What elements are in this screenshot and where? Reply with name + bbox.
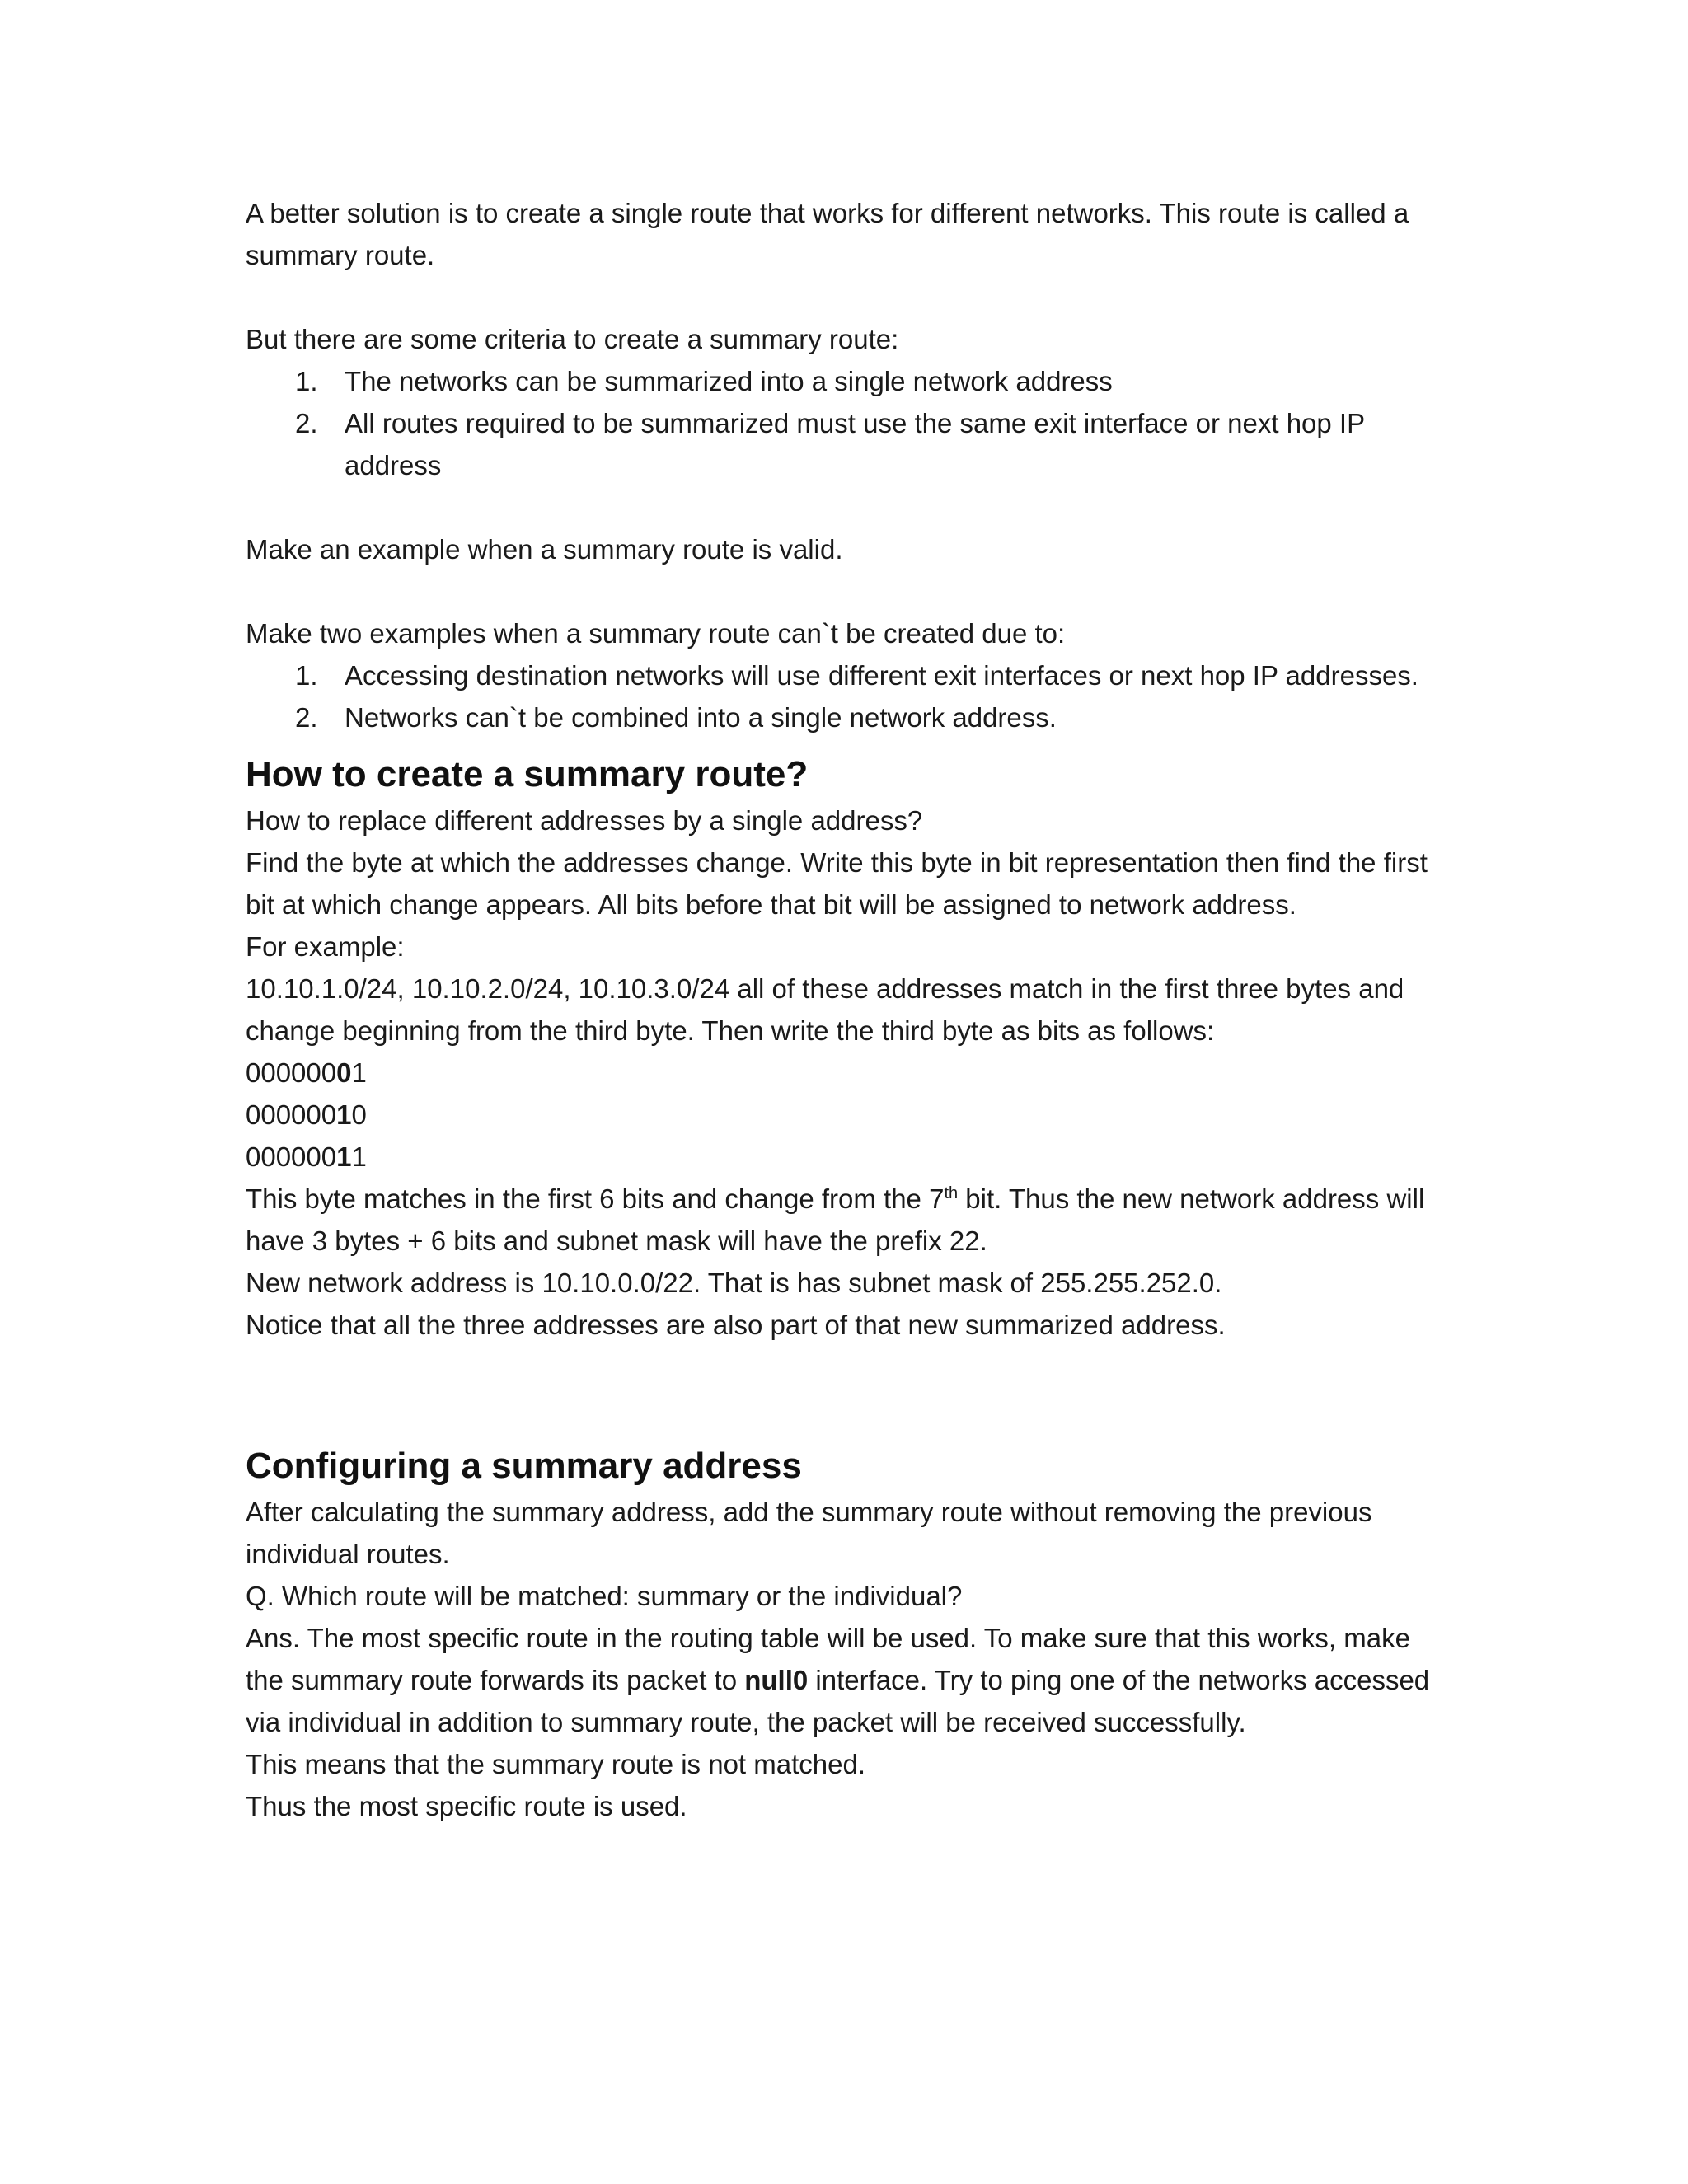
spacer [246, 486, 1449, 528]
superscript: th [944, 1184, 959, 1202]
bit-prefix: 000000 [246, 1057, 337, 1088]
list-number: 2. [295, 702, 318, 733]
bit-suffix: 1 [351, 1057, 367, 1088]
text-run: interface. Try to ping one of the networks accessed via individual in addition to summary route, the packet will be received successfully. [246, 1665, 1430, 1737]
paragraph: How to replace different addresses by a single address? [246, 805, 923, 836]
invalid-examples-prompt: Make two examples when a summary route can`t be created due to: [246, 618, 1066, 649]
bit-changed: 0 [336, 1057, 352, 1088]
bit-row [246, 1052, 1449, 1094]
bit-row [246, 1094, 1449, 1136]
section-heading-configuring: Configuring a summary address [246, 1446, 802, 1486]
bit-row [246, 1136, 1449, 1178]
list-item [246, 360, 1449, 402]
spacer [246, 570, 1449, 612]
bit-suffix: 1 [351, 1141, 367, 1172]
paragraph: Q. Which route will be matched: summary or the individual? [246, 1581, 963, 1611]
list-number: 2. [295, 408, 318, 438]
list-item [246, 402, 1449, 486]
criteria-list [246, 360, 1449, 486]
list-number: 1. [295, 660, 318, 691]
list-text: Accessing destination networks will use different exit interfaces or next hop IP addresses. [345, 660, 1418, 691]
paragraph: Find the byte at which the addresses change. Write this byte in bit representation then find the first bit at which change appears. All bits before that bit will be assigned to network address. [246, 847, 1428, 920]
spacer [246, 276, 1449, 318]
criteria-intro: But there are some criteria to create a summary route: [246, 324, 899, 354]
bit-prefix: 000000 [246, 1141, 337, 1172]
list-text: The networks can be summarized into a single network address [345, 366, 1113, 396]
valid-example-prompt: Make an example when a summary route is valid. [246, 534, 843, 565]
bit-prefix: 000000 [246, 1099, 337, 1130]
text-run: This byte matches in the first 6 bits and change from the 7 [246, 1183, 945, 1214]
paragraph: This means that the summary route is not matched. [246, 1749, 865, 1779]
text-run: bit. Thus the new network address will have 3 bytes + 6 bits and subnet mask will have the prefix 22. [246, 1183, 1425, 1256]
bold-term: null0 [744, 1665, 809, 1695]
paragraph: After calculating the summary address, add the summary route without removing the previous individual routes. [246, 1497, 1372, 1569]
bit-changed: 1 [336, 1099, 352, 1130]
paragraph: For example: [246, 931, 405, 962]
list-text: Networks can`t be combined into a single network address. [345, 702, 1057, 733]
section-heading-create-summary: How to create a summary route? [246, 754, 809, 794]
list-item [246, 654, 1449, 696]
paragraph: New network address is 10.10.0.0/22. That is has subnet mask of 255.255.252.0. [246, 1268, 1222, 1298]
list-text: All routes required to be summarized must use the same exit interface or next hop IP address [345, 408, 1365, 480]
intro-paragraph: A better solution is to create a single route that works for different networks. This route is called a summary route. [246, 198, 1409, 270]
paragraph [246, 1178, 1449, 1262]
text-run: Ans. The most specific route in the routing table will be used. To make sure that this works, make the summary route forwards its packet to [246, 1623, 1410, 1695]
paragraph: Notice that all the three addresses are also part of that new summarized address. [246, 1310, 1226, 1340]
bit-suffix: 0 [351, 1099, 367, 1130]
spacer [246, 1346, 1449, 1430]
bit-changed: 1 [336, 1141, 352, 1172]
list-number: 1. [295, 366, 318, 396]
paragraph [246, 1617, 1449, 1743]
paragraph: Thus the most specific route is used. [246, 1791, 687, 1821]
paragraph: 10.10.1.0/24, 10.10.2.0/24, 10.10.3.0/24 all of these addresses match in the first three bytes and change beginning from the third byte. Then write the third byte as bits as follows: [246, 973, 1404, 1046]
document-body [246, 192, 1449, 1827]
invalid-examples-list [246, 654, 1449, 738]
list-item [246, 696, 1449, 738]
